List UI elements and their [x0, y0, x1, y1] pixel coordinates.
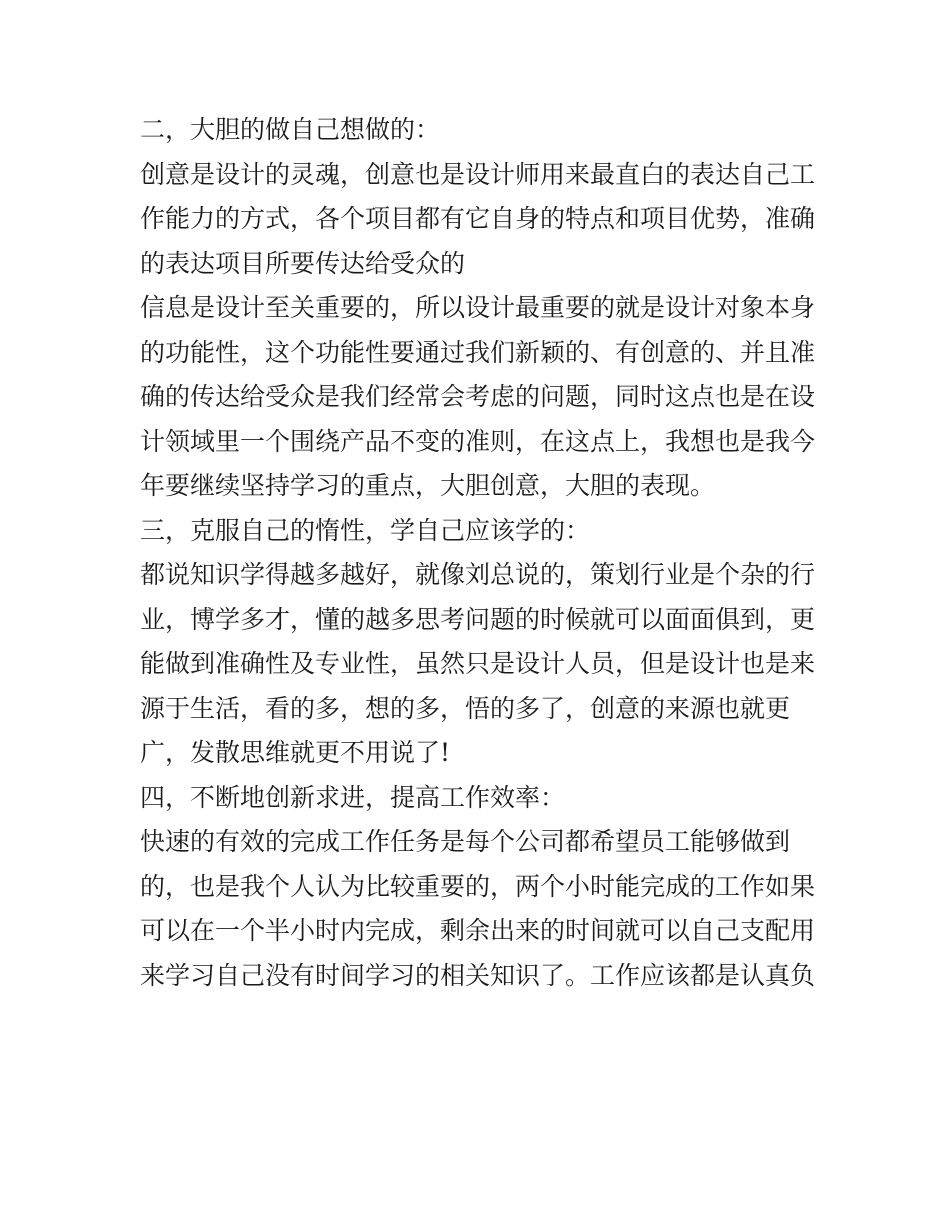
section-heading-4: 四，不断地创新求进，提高工作效率： [140, 782, 566, 812]
paragraph-line: 广，发散思维就更不用说了! [140, 738, 451, 767]
paragraph-line: 年要继续坚持学习的重点，大胆创意，大胆的表现。 [140, 471, 716, 500]
paragraph-line: 业，博学多才，懂的越多思考问题的时候就可以面面俱到，更 [140, 604, 816, 634]
paragraph-line: 信息是设计至关重要的，所以设计最重要的就是设计对象本身 [140, 293, 816, 322]
paragraph-line: 的功能性，这个功能性要通过我们新颖的、有创意的、并且准 [140, 337, 816, 367]
paragraph-line: 都说知识学得越多越好，就像刘总说的，策划行业是个杂的行 [140, 560, 816, 589]
paragraph-line: 可以在一个半小时内完成，剩余出来的时间就可以自己支配用 [140, 916, 816, 945]
paragraph-line: 创意是设计的灵魂，创意也是设计师用来最直白的表达自己工 [140, 159, 816, 189]
paragraph-line: 来学习自己没有时间学习的相关知识了。工作应该都是认真负 [140, 960, 816, 990]
paragraph-line: 快速的有效的完成工作任务是每个公司都希望员工能够做到 [140, 827, 791, 856]
section-heading-3: 三，克服自己的惰性，学自己应该学的： [140, 515, 591, 545]
paragraph-line: 确的传达给受众是我们经常会考虑的问题，同时这点也是在设 [140, 382, 816, 411]
paragraph-line: 计领域里一个围绕产品不变的准则，在这点上，我想也是我今 [140, 426, 816, 456]
paragraph-line: 能做到准确性及专业性，虽然只是设计人员，但是设计也是来 [140, 649, 816, 678]
paragraph-line: 源于生活，看的多，想的多，悟的多了，创意的来源也就更 [140, 693, 791, 723]
paragraph-line: 的，也是我个人认为比较重要的，两个小时能完成的工作如果 [140, 871, 816, 901]
document-body [140, 108, 820, 998]
section-heading-2: 二，大胆的做自己想做的： [140, 115, 441, 144]
paragraph-line: 的表达项目所要传达给受众的 [140, 248, 466, 278]
paragraph-line: 作能力的方式，各个项目都有它自身的特点和项目优势，准确 [140, 204, 816, 233]
